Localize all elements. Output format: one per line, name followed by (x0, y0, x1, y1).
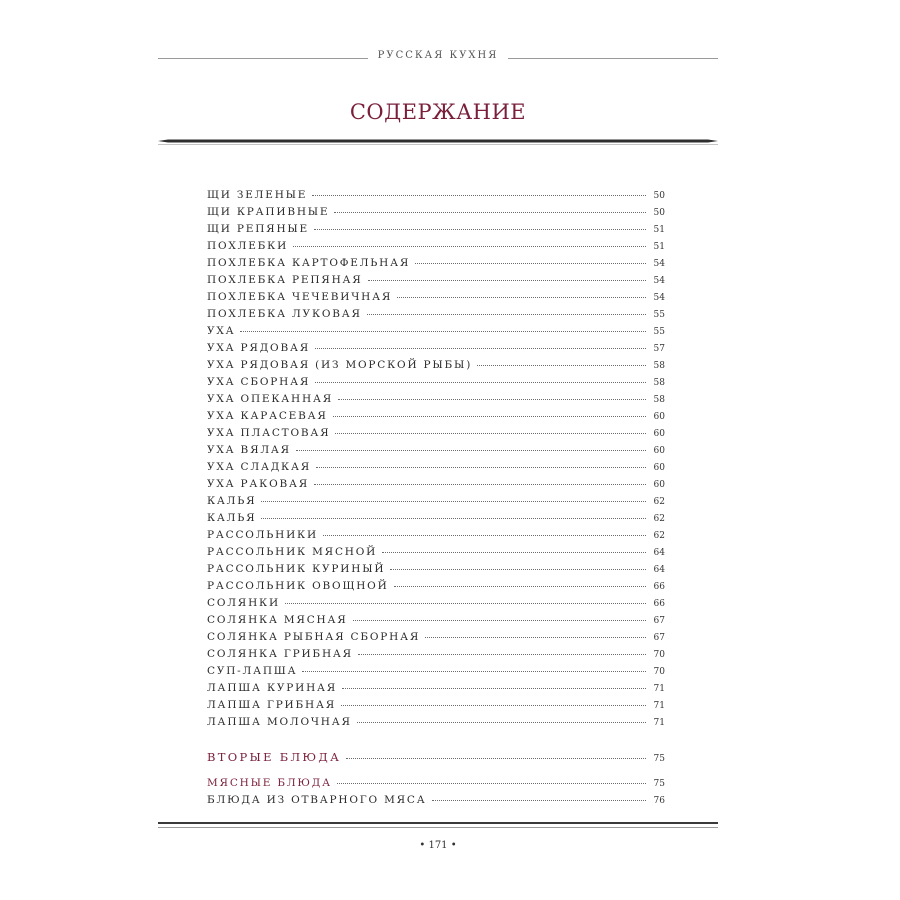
toc-leader (285, 593, 646, 604)
toc-section-page: 75 (653, 754, 665, 764)
toc-entry-page: 71 (653, 701, 665, 711)
toc-entry[interactable] (207, 792, 665, 809)
toc-entry-label: СОЛЯНКА РЫБНАЯ СБОРНАЯ (207, 631, 421, 643)
toc-entry-page: 58 (653, 378, 665, 388)
toc-entry-page: 71 (653, 684, 665, 694)
toc-entry-page: 62 (653, 497, 665, 507)
toc-entry-page: 58 (653, 361, 665, 371)
toc-entry-page: 55 (653, 310, 665, 320)
toc-leader (346, 748, 646, 759)
toc-leader (358, 644, 646, 655)
toc-leader (382, 542, 646, 553)
toc-leader (338, 389, 646, 400)
toc-leader (315, 372, 646, 383)
toc-leader (390, 559, 646, 570)
toc-section-label: ВТОРЫЕ БЛЮДА (207, 750, 342, 764)
toc-list (207, 187, 665, 731)
toc-entry-label: КАЛЬЯ (207, 495, 257, 507)
toc-leader (293, 236, 646, 247)
toc-leader (335, 423, 646, 434)
toc-entry-page: 70 (653, 650, 665, 660)
toc-entry-page: 60 (653, 429, 665, 439)
toc-entry-page: 54 (653, 259, 665, 269)
toc-leader (342, 678, 646, 689)
toc-entry-label: ПОХЛЕБКИ (207, 240, 289, 252)
toc-entry-page: 54 (653, 276, 665, 286)
toc-entry-label: ЩИ КРАПИВНЫЕ (207, 206, 330, 218)
toc-entry-label: ПОХЛЕБКА РЕПЯНАЯ (207, 274, 363, 286)
toc-entry-page: 64 (653, 565, 665, 575)
toc-entry-label: СОЛЯНКА МЯСНАЯ (207, 614, 348, 626)
toc-entry-label: УХА КАРАСЕВАЯ (207, 410, 328, 422)
toc-leader (323, 525, 646, 536)
toc-leader (341, 695, 646, 706)
toc-entry-label: УХА ВЯЛАЯ (207, 444, 291, 456)
toc-leader (394, 576, 646, 587)
toc-entry-label: УХА СБОРНАЯ (207, 376, 311, 388)
toc-entry-page: 60 (653, 463, 665, 473)
toc-entry-label: ПОХЛЕБКА ЛУКОВАЯ (207, 308, 362, 320)
toc-entry-label: СОЛЯНКА ГРИБНАЯ (207, 648, 353, 660)
toc-leader (333, 406, 646, 417)
toc-entry-page: 67 (653, 633, 665, 643)
toc-leader (425, 627, 646, 638)
header-rule-left (158, 58, 368, 59)
footer-rule-thin (158, 827, 718, 828)
toc-entry-label: ПОХЛЕБКА ЧЕЧЕВИЧНАЯ (207, 291, 393, 303)
page-number: • 171 • (419, 840, 457, 851)
title-rule (158, 139, 718, 145)
toc-entry-label: УХА ОПЕКАННАЯ (207, 393, 334, 405)
toc-subsection-page: 75 (653, 779, 665, 789)
toc-entry[interactable] (207, 714, 665, 731)
running-title: РУССКАЯ КУХНЯ (377, 50, 499, 61)
toc-entry-page: 60 (653, 412, 665, 422)
toc-leader (261, 508, 646, 519)
toc-leader (261, 491, 646, 502)
toc-leader (353, 610, 646, 621)
toc-entry-page: 70 (653, 667, 665, 677)
toc-entry-page: 55 (653, 327, 665, 337)
toc-leader (397, 287, 646, 298)
toc-entry-label: ПОХЛЕБКА КАРТОФЕЛЬНАЯ (207, 257, 411, 269)
toc-leader (368, 270, 646, 281)
toc-entry-label: УХА (207, 325, 236, 337)
page-title: СОДЕРЖАНИЕ (349, 100, 527, 124)
toc-leader (314, 474, 646, 485)
toc-entry-label: УХА РЯДОВАЯ (207, 342, 310, 354)
toc-leader (312, 185, 646, 196)
toc-leader (415, 253, 646, 264)
toc-entry-label: ЛАПША МОЛОЧНАЯ (207, 716, 352, 728)
toc-entry-label: ЩИ ЗЕЛЕНЫЕ (207, 189, 308, 201)
toc-entry-label: ЩИ РЕПЯНЫЕ (207, 223, 309, 235)
toc-entry-label: РАССОЛЬНИК ОВОЩНОЙ (207, 580, 389, 592)
toc-entry-page: 50 (653, 208, 665, 218)
toc-leader (316, 457, 646, 468)
toc-leader (296, 440, 646, 451)
toc-entry-page: 62 (653, 531, 665, 541)
toc-entry-label: УХА РАКОВАЯ (207, 478, 310, 490)
toc-leader (314, 219, 646, 230)
toc-subsection-list (207, 792, 665, 809)
toc-entry-page: 51 (653, 225, 665, 235)
toc-leader (357, 712, 646, 723)
toc-leader (337, 773, 646, 784)
header-rule-right (508, 58, 718, 59)
toc-entry-page: 58 (653, 395, 665, 405)
toc-entry-page: 57 (653, 344, 665, 354)
table-of-contents (207, 187, 665, 809)
toc-entry-page: 64 (653, 548, 665, 558)
toc-entry-page: 76 (653, 796, 665, 806)
toc-entry-label: РАССОЛЬНИК КУРИНЫЙ (207, 563, 386, 575)
footer-rule-thick (158, 822, 718, 824)
toc-entry-label: УХА ПЛАСТОВАЯ (207, 427, 331, 439)
running-header (158, 46, 718, 70)
toc-leader (315, 338, 646, 349)
toc-entry-page: 66 (653, 582, 665, 592)
toc-entry-label: КАЛЬЯ (207, 512, 257, 524)
toc-leader (240, 321, 646, 332)
toc-entry-page: 62 (653, 514, 665, 524)
toc-entry-label: СУП-ЛАПША (207, 665, 298, 677)
toc-entry-page: 54 (653, 293, 665, 303)
toc-entry-page: 67 (653, 616, 665, 626)
toc-entry-label: РАССОЛЬНИК МЯСНОЙ (207, 546, 378, 558)
toc-entry-label: ЛАПША КУРИНАЯ (207, 682, 338, 694)
toc-entry-label: ЛАПША ГРИБНАЯ (207, 699, 337, 711)
toc-entry-label: УХА СЛАДКАЯ (207, 461, 311, 473)
toc-entry-label: УХА РЯДОВАЯ (ИЗ МОРСКОЙ РЫБЫ) (207, 359, 473, 371)
toc-entry-page: 71 (653, 718, 665, 728)
toc-leader (334, 202, 646, 213)
toc-entry-page: 51 (653, 242, 665, 252)
toc-entry-label: БЛЮДА ИЗ ОТВАРНОГО МЯСА (207, 794, 427, 806)
toc-entry-page: 60 (653, 480, 665, 490)
toc-entry-page: 50 (653, 191, 665, 201)
toc-leader (367, 304, 646, 315)
toc-entry-label: РАССОЛЬНИКИ (207, 529, 318, 541)
toc-subsection-label: МЯСНЫЕ БЛЮДА (207, 777, 332, 789)
toc-leader (432, 790, 647, 801)
toc-section-row[interactable] (207, 750, 665, 767)
toc-entry-label: СОЛЯНКИ (207, 597, 280, 609)
toc-entry-page: 60 (653, 446, 665, 456)
toc-entry-page: 66 (653, 599, 665, 609)
toc-leader (302, 661, 646, 672)
toc-leader (477, 355, 646, 366)
